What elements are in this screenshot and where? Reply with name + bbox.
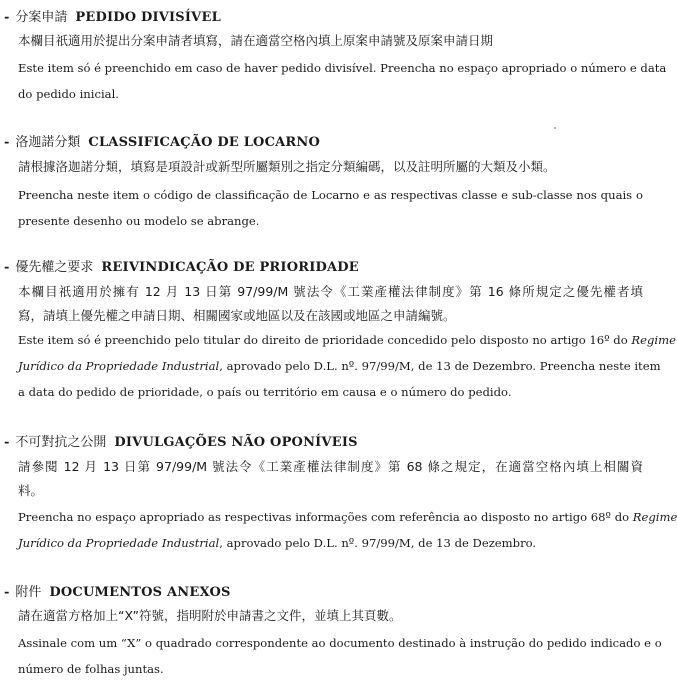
heading-pt: PEDIDO DIVISÍVEL xyxy=(75,10,221,25)
zh-text-line: 寫，請填上優先權之申請日期、相關國家或地區以及在該國或地區之申請編號。 xyxy=(18,308,456,323)
pt-text-line: Preencha neste item o código de classificação de Locarno e as respectivas classe e sub-classe nos quais o xyxy=(18,188,643,202)
heading-pt: DIVULGAÇÕES NÃO OPONÍVEIS xyxy=(114,435,358,450)
pt-text-line: a data do pedido de prioridade, o país ou território em causa e o número do pedido. xyxy=(18,385,512,399)
zh-text-line: 本欄目祇適用於擁有 12 月 13 日第 97/99/M 號法令《工業產權法律制度》第 16 條所規定之優先權者填 xyxy=(18,284,643,299)
bullet-dash: - xyxy=(4,135,10,150)
section-heading xyxy=(4,133,320,153)
zh-text-line: 請在適當方格加上“X”符號，指明附於申請書之文件，並填上其頁數。 xyxy=(18,608,402,623)
pt-text-segment: , aprovado pelo D.L. nº. 97/99/M, de 13 de Dezembro. xyxy=(219,536,537,550)
pt-text-line: número de folhas juntas. xyxy=(18,662,164,676)
pt-text-line xyxy=(18,356,661,376)
pt-text-line xyxy=(18,330,676,350)
bullet-dash: - xyxy=(4,260,10,275)
pt-italic-segment: Jurídico da Propriedade Industrial xyxy=(18,359,220,373)
pt-text-segment: Este item só é preenchido pelo titular do direito de prioridade concedido pelo disposto no artigo 16º do xyxy=(18,333,628,347)
heading-zh: 分案申請 xyxy=(15,10,68,25)
pt-text-segment: , aprovado pelo D.L. nº. 97/99/M, de 13 de Dezembro. Preencha neste item xyxy=(219,359,661,373)
heading-zh: 洛迦諾分類 xyxy=(15,135,81,150)
heading-pt: DOCUMENTOS ANEXOS xyxy=(49,585,231,600)
heading-pt: CLASSIFICAÇÃO DE LOCARNO xyxy=(88,135,321,150)
section-heading xyxy=(4,8,221,28)
section-heading xyxy=(4,258,359,278)
heading-zh: 不可對抗之公開 xyxy=(15,435,107,450)
pt-text-line: do pedido inicial. xyxy=(18,87,119,101)
pt-text-line xyxy=(18,507,677,527)
scan-speck xyxy=(554,127,556,129)
section-heading xyxy=(4,433,358,453)
heading-pt: REIVINDICAÇÃO DE PRIORIDADE xyxy=(101,260,359,275)
pt-text-line: Assinale com um “X” o quadrado correspondente ao documento destinado à instrução do pedido indicado e o xyxy=(18,636,662,650)
zh-text-line: 料。 xyxy=(18,483,44,498)
pt-italic-segment: Regime xyxy=(632,510,677,524)
zh-text-line: 請根據洛迦諾分類，填寫是項設計或新型所屬類別之指定分類編碼，以及註明所屬的大類及小類。 xyxy=(18,159,556,174)
pt-text-segment: Preencha no espaço apropriado as respectivas informações com referência ao disposto no artigo 68º do xyxy=(18,510,630,524)
pt-text-line: presente desenho ou modelo se abrange. xyxy=(18,214,260,228)
zh-text-line: 本欄目祇適用於提出分案申請者填寫，請在適當空格內填上原案申請號及原案申請日期 xyxy=(18,33,494,48)
section-heading xyxy=(4,583,231,603)
pt-italic-segment: Regime xyxy=(631,333,676,347)
heading-zh: 優先權之要求 xyxy=(15,260,94,275)
zh-text-line: 請參閱 12 月 13 日第 97/99/M 號法令《工業產權法律制度》第 68 條之規定，在適當空格內填上相關資 xyxy=(18,459,643,474)
pt-italic-segment: Jurídico da Propriedade Industrial xyxy=(18,536,220,550)
pt-text-line: Este item só é preenchido em caso de haver pedido divisível. Preencha no espaço apropriado o número e data xyxy=(18,61,667,75)
bullet-dash: - xyxy=(4,435,10,450)
pt-text-line xyxy=(18,533,643,553)
bullet-dash: - xyxy=(4,585,10,600)
bullet-dash: - xyxy=(4,10,10,25)
heading-zh: 附件 xyxy=(15,585,42,600)
